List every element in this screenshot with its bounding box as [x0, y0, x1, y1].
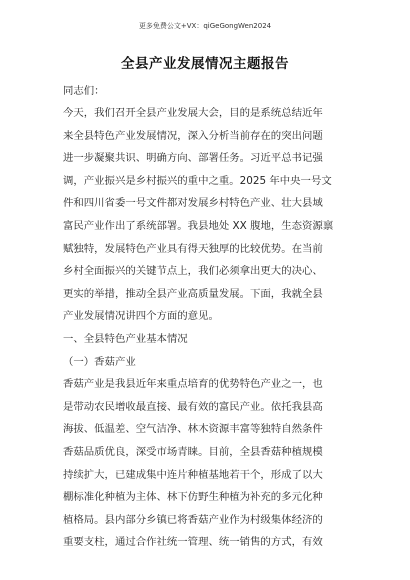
section-heading: 一、全县特色产业基本情况: [63, 332, 188, 345]
text-line: 富民产业作出了系统部署。我县地处 XX 腹地，生态资源禀: [63, 219, 334, 232]
text-line: 棚标准化种植为主体、林下仿野生种植为补充的多元化种: [63, 491, 323, 504]
salutation: 同志们：: [63, 85, 105, 97]
subsection-heading: （一）香菇产业: [63, 355, 136, 368]
text-line: 今天，我们召开全县产业发展大会，目的是系统总结近年: [63, 107, 323, 119]
text-line: 香菇产业是我县近年来重点培育的优势特色产业之一，也: [63, 378, 323, 391]
text-line: 进一步凝聚共识、明确方向、部署任务。习近平总书记强: [63, 152, 323, 165]
page-title: 全县产业发展情况主题报告: [121, 56, 289, 72]
text-line: 赋独特，发展特色产业具有得天独厚的比较优势。在当前: [63, 242, 323, 255]
text-line: 件和四川省委一号文件都对发展乡村特色产业、壮大县域: [63, 197, 323, 210]
text-line: 乡村全面振兴的关键节点上，我们必须拿出更大的决心、: [63, 265, 323, 278]
text-line: 是带动农民增收最直接、最有效的富民产业。依托我县高: [63, 400, 323, 413]
text-line: 重要支柱，通过合作社统一管理、统一销售的方式，有效: [63, 536, 323, 549]
body-text: [63, 102, 355, 554]
text-line: 来全县特色产业发展情况，深入分析当前存在的突出问题: [63, 129, 323, 142]
text-line: 植格局。县内部分乡镇已将香菇产业作为村级集体经济的: [63, 513, 323, 526]
text-line: 香菇品质优良，深受市场青睐。目前，全县香菇种植规模: [63, 445, 323, 458]
text-line: 产业发展情况讲四个方面的意见。: [63, 310, 219, 323]
header-note: 更多免费公文+VX：qiGeGongWen2024: [138, 22, 272, 30]
text-line: 更实的举措，推动全县产业高质量发展。下面，我就全县: [63, 287, 323, 300]
text-line: 持续扩大，已建成集中连片种植基地若干个，形成了以大: [63, 468, 323, 481]
text-line: 调，产业振兴是乡村振兴的重中之重。2025 年中央一号文: [63, 174, 332, 187]
text-line: 海拔、低温差、空气洁净、林木资源丰富等独特自然条件: [63, 423, 323, 436]
